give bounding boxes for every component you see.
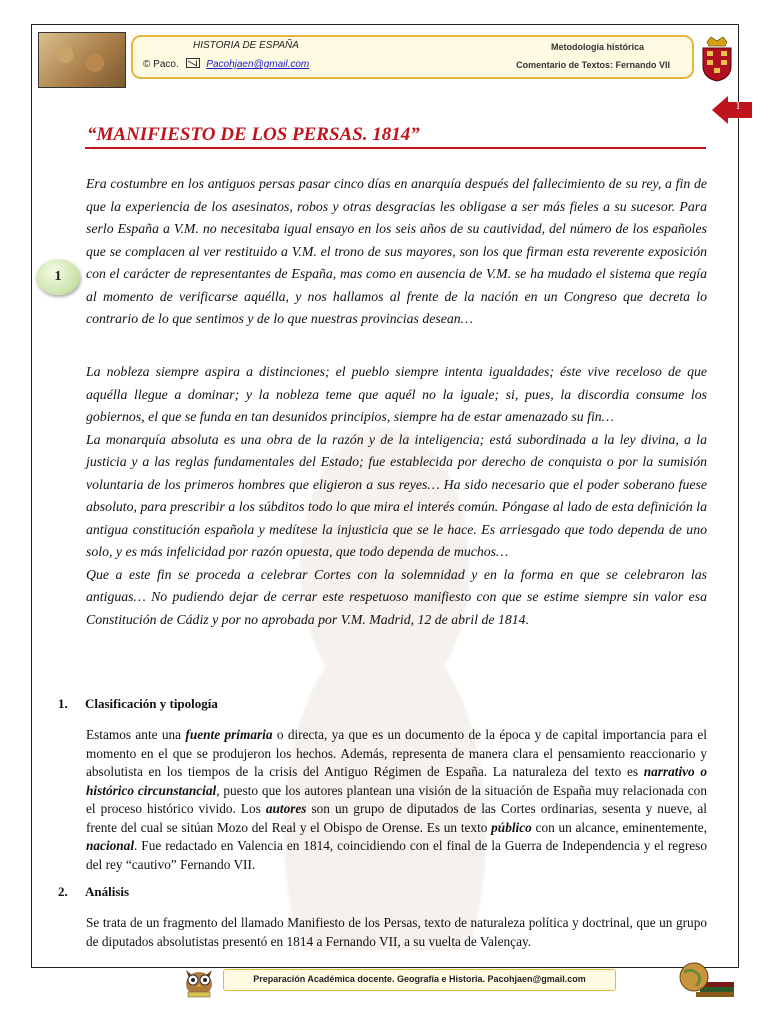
text-run: son un grupo de diputados de las Cortes ordinarias, sesenta y nueve, al frente del cual se sitúan Mozo del Real y el Obispo de Orense. Es un texto [86, 801, 707, 835]
murcia-crest-icon [697, 36, 737, 82]
quote-paragraph: La nobleza siempre aspira a distinciones; el pueblo siempre intenta igualdades; éste vive receloso de que aquélla llegue a dominar; y la nobleza teme que aquél no la iguale; si, pues, la discordia consume los gobiernos, el que se funda en tan desunidos principios, siempre ha de estar amenazado su fin… [86, 364, 707, 424]
section-title: Clasificación y tipología [85, 696, 218, 711]
author-line [143, 58, 309, 70]
emphasis-text: narrativo o histórico circunstancial [86, 764, 708, 798]
section-heading [58, 696, 218, 712]
author-email-link[interactable]: Pacohjaen@gmail.com [206, 59, 310, 70]
emphasis-text: autores [265, 801, 307, 816]
header-method: Metodología histórica [550, 42, 644, 52]
quote-paragraph: Que a este fin se proceda a celebrar Cortes con la solemnidad y en la forma en que se celebraron las antiguas… No pudiendo dejar de cerrar este respetuoso manifiesto con que se estime siempre sin valor esa Constitución de Cádiz y por no aprobada por V.M. Madrid, 12 de abril de 1814. [86, 566, 707, 627]
quote-paragraph: La monarquía absoluta es una obra de la razón y de la inteligencia; está subordinada a la ley divina, a la justicia y a las reglas fundamentales del Estado; fue establecida por derecho de conquista o por la sumisión voluntaria de los primeros hombres que eligieron a sus reyes… Ha sido necesario que el poder soberano fuese absoluto, para prescribir a los súbditos todo lo que mira el interés común. Póngase al lado de esta definición la antigua constitución española y medítese la injusticia que se le hace. Es arriesgado que todo dependa de uno solo, y es más infelicidad por razón opuesta, que todo dependa de muchos… [86, 431, 707, 559]
section-number: 2. [58, 884, 68, 899]
section-number: 1. [58, 696, 68, 711]
body-paragraph [86, 726, 707, 874]
section-title: Análisis [85, 884, 130, 899]
quote-block-1 [86, 173, 707, 331]
title-divider [85, 147, 706, 149]
section-heading [58, 884, 129, 900]
quote-block-2 [86, 361, 707, 631]
section-body [86, 914, 707, 951]
emphasis-text: público [491, 819, 532, 835]
author-name: © Paco. [143, 59, 179, 70]
mail-icon [186, 58, 200, 68]
section-body [86, 726, 707, 874]
body-paragraph: Se trata de un fragmento del llamado Manifiesto de los Persas, texto de naturaleza política y doctrinal, que un grupo de diputados absolutistas presentó en 1814 a Fernando VII, a su vuelta de Valençay. [86, 915, 707, 949]
text-run: con un alcance, eminentemente, [531, 819, 707, 835]
text-run: Estamos ante una [86, 727, 186, 742]
spain-map-image [38, 32, 126, 88]
globe-books-icon [678, 960, 736, 998]
emphasis-text: fuente primaria [185, 727, 273, 742]
owl-mascot-icon [180, 962, 218, 998]
page-number: 1 [735, 101, 741, 112]
header-comment: Comentario de Textos: Fernando VII [516, 60, 670, 70]
text-run: , puesto que los autores plantean una visión de la situación de España muy relacionada con el proceso histórico vivido. Los [86, 782, 707, 816]
document-title: “MANIFIESTO DE LOS PERSAS. 1814” [87, 124, 420, 145]
emphasis-text: nacional [86, 838, 135, 853]
paragraph-marker: 1 [36, 259, 80, 295]
quote-paragraph: Era costumbre en los antiguos persas pasar cinco días en anarquía después del fallecimiento de su rey, a fin de que la experiencia de los asesinatos, robos y otras desgracias les obligase a ser más fieles a su sucesor. Para serlo España a V.M. no necesitaba igual ensayo en los seis años de su cautividad, del número de los españoles que se complacen al ver restituido a V.M. el trono de sus mayores, son los que firman esta reverente exposición con el carácter de representantes de España, mas como en ausencia de V.M. se ha mudado el sistema que regía al momento de verificarse aquélla, y nos hallamos al frente de la nación en un Congreso que decreta lo contrario de lo que sentimos y de lo que nuestras provincias desean… [86, 176, 707, 326]
text-run: o directa, ya que es un documento de la época y de capital importancia para el momento en el que se produjeron los hechos. Además, representa de manera clara el pensamiento reaccionario y absolutista en los tiempos de la crisis del Antiguo Régimen de España. La naturaleza del texto es [86, 727, 707, 779]
text-run: . Fue redactado en Valencia en 1814, coincidiendo con el final de la Guerra de Independencia y el regreso del rey “cautivo” Fernando VII. [86, 838, 707, 872]
site-title: HISTORIA DE ESPAÑA [193, 40, 299, 51]
page-header [131, 35, 694, 79]
footer-banner: Preparación Académica docente. Geografía e Historia. Pacohjaen@gmail.com [223, 969, 616, 991]
